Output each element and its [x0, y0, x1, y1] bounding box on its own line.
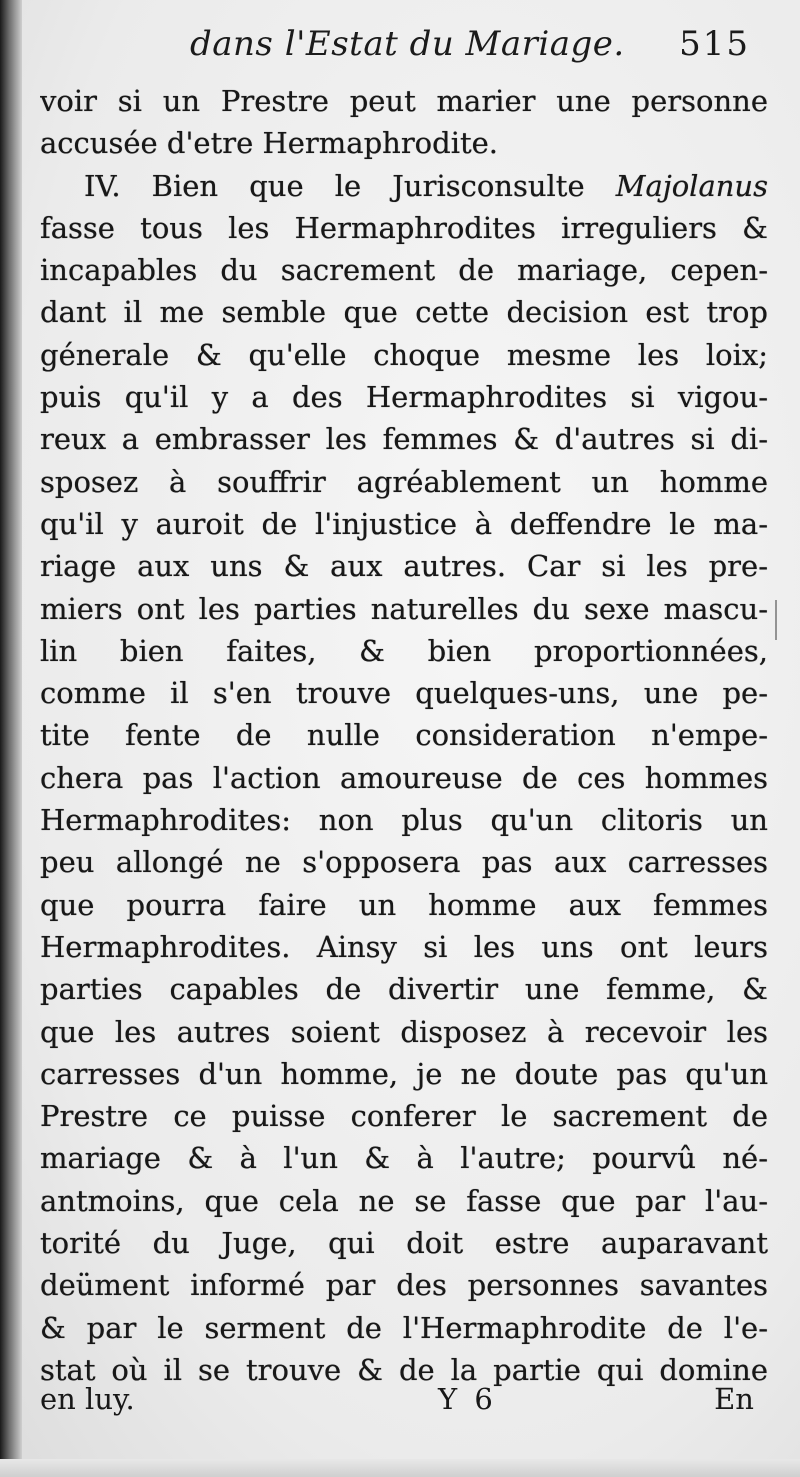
body-text	[40, 80, 768, 1391]
page-footer	[40, 1382, 760, 1426]
text-line: parties capables de divertir une femme, &	[40, 972, 768, 1007]
text-line: qu'il y auroit de l'injustice à deffendre le ma-	[40, 506, 768, 541]
text-line: chera pas l'action amoureuse de ces hommes	[40, 760, 768, 795]
text-line: stat où il se trouve & de la partie qui domine	[40, 1352, 768, 1387]
text-line: deüment informé par des personnes savantes	[40, 1268, 768, 1303]
text-line: que les autres soient disposez à recevoir les	[40, 1014, 768, 1049]
running-title: dans l'Estat du Mariage.	[190, 24, 625, 64]
paragraph-lead: IV. Bien que le Jurisconsulte	[84, 168, 616, 203]
text-line: comme il s'en trouve quelques-uns, une pe-	[40, 676, 768, 711]
text-line-paragraph-start	[40, 165, 768, 207]
text-line: incapables du sacrement de mariage, cepen-	[40, 253, 768, 288]
text-line: lin bien faites, & bien proportionnées,	[40, 633, 768, 668]
page-header	[40, 18, 760, 74]
signature-mark: Y 6	[438, 1382, 497, 1416]
text-line: miers ont les parties naturelles du sexe mascu-	[40, 591, 768, 626]
text-line: fasse tous les Hermaphrodites irreguliers &	[40, 210, 768, 245]
text-line: antmoins, que cela ne se fasse que par l'au-	[40, 1183, 768, 1218]
text-line: tite fente de nulle consideration n'empe-	[40, 718, 768, 753]
text-line: puis qu'il y a des Hermaphrodites si vigou-	[40, 380, 768, 415]
margin-mark	[775, 600, 777, 640]
italic-name: Majolanus	[615, 168, 768, 203]
binding-shadow	[0, 0, 22, 1477]
catchword: En	[714, 1382, 754, 1416]
text-line: carresses d'un homme, je ne doute pas qu'un	[40, 1056, 768, 1091]
text-line: accusée d'etre Hermaphrodite.	[40, 126, 499, 161]
text-line: & par le serment de l'Hermaphrodite de l'e-	[40, 1310, 768, 1345]
text-line: peu allongé ne s'opposera pas aux carresses	[40, 845, 768, 880]
text-line: voir si un Prestre peut marier une personne	[40, 84, 768, 118]
text-line: Hermaphrodites. Ainsy si les uns ont leurs	[40, 929, 768, 964]
text-line: génerale & qu'elle choque mesme les loix;	[40, 337, 768, 372]
final-line-text: en luy.	[40, 1382, 135, 1416]
page-bottom-edge	[0, 1459, 800, 1477]
text-line: mariage & à l'un & à l'autre; pourvû né-	[40, 1141, 768, 1176]
text-line: torité du Juge, qui doit estre auparavant	[40, 1226, 768, 1261]
text-line: reux a embrasser les femmes & d'autres si di-	[40, 422, 768, 457]
text-line: Prestre ce puisse conferer le sacrement de	[40, 1099, 768, 1134]
text-line: Hermaphrodites: non plus qu'un clitoris un	[40, 803, 768, 838]
text-line: riage aux uns & aux autres. Car si les pre-	[40, 549, 768, 584]
page-number: 515	[679, 24, 750, 64]
text-line: sposez à souffrir agréablement un homme	[40, 464, 768, 499]
text-line: dant il me semble que cette decision est trop	[40, 295, 768, 330]
text-line: que pourra faire un homme aux femmes	[40, 887, 768, 922]
